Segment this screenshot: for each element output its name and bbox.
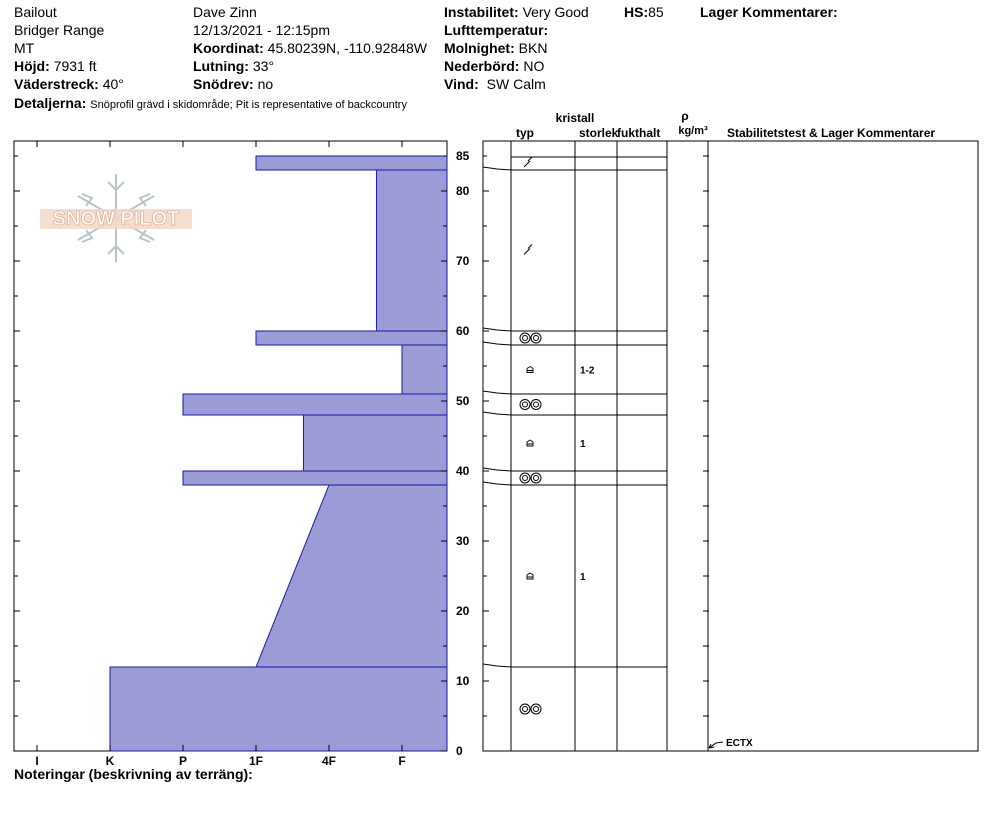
wind-value: SW Calm [486,76,546,92]
location-name: Bailout [14,4,57,20]
density-unit-header: kg/m³ [678,125,708,137]
faceted-crystal-icon [527,440,533,446]
melt-freeze-icon-inner [523,476,528,481]
layer-connector [483,482,511,485]
sky-value: BKN [518,40,548,56]
layer-connector [483,391,511,394]
height-tick-label: 0 [456,744,463,758]
logo-text: SNOW PILOT [52,208,180,230]
layer-table-columns [511,141,708,751]
hardness-profile [110,156,447,751]
height-tick-label: 30 [456,534,470,548]
precip-value: NO [523,58,545,74]
hardness-segment-7 [376,170,447,331]
size-header: storlek [579,126,619,140]
hs-value: 85 [648,4,664,20]
melt-freeze-icon [531,400,541,410]
melt-freeze-icon [520,400,530,410]
coordinate-value: 45.80239N, -110.92848W [267,40,427,56]
layer-connector [483,342,511,345]
hardness-segment-2 [183,471,447,485]
height-tick-label: 40 [456,464,470,478]
elevation-value: 7931 ft [53,58,97,74]
grain-size-label: 1 [580,439,586,450]
snowpilot-logo [40,174,192,262]
hardness-segment-6 [256,331,447,345]
faceted-crystal-icon [527,573,533,579]
grain-size-label: 1 [580,572,586,583]
hardness-tick-label: 4F [321,754,337,768]
hardness-segment-8 [256,156,447,170]
melt-freeze-icon-inner [523,336,528,341]
height-tick-label: 85 [456,149,470,163]
melt-freeze-icon-inner [534,476,539,481]
moisture-header: fukthalt [617,126,661,140]
elevation-label: Höjd: [14,58,50,74]
drift-label: Snödrev: [193,76,254,92]
instability-label: Instabilitet: [444,4,519,20]
hardness-tick-label: P [178,754,188,768]
hardness-segment-3 [303,415,447,471]
melt-freeze-icon-inner [523,707,528,712]
observation-datetime: 12/13/2021 - 12:15pm [193,22,330,38]
layer-connector [483,412,511,415]
grain-size-label: 1-2 [580,365,595,377]
stability-tests [709,738,753,749]
slope-label: Lutning: [193,58,249,74]
height-tick-label: 70 [456,254,470,268]
hardness-tick-label: 1F [248,754,264,768]
layer-table-frame [483,141,978,751]
details-label: Detaljerna: [14,95,87,111]
height-tick-label: 60 [456,324,470,338]
hardness-segment-1 [256,485,447,667]
melt-freeze-icon-inner [534,402,539,407]
melt-freeze-icon [531,704,541,714]
hs-label: HS: [624,4,649,20]
melt-freeze-icon-inner [534,336,539,341]
observer-name: Dave Zinn [193,4,257,20]
decomposing-particle-icon [524,245,532,255]
rho-header: ρ [681,109,689,123]
melt-freeze-icon [520,333,530,343]
airtemp-label: Lufttemperatur: [444,22,549,38]
state-name: MT [14,40,35,56]
melt-freeze-icon [531,473,541,483]
height-tick-label: 80 [456,184,470,198]
aspect-label: Väderstreck: [14,76,99,92]
instability-value: Very Good [522,4,589,20]
melt-freeze-icon [520,473,530,483]
wind-label: Vind: [444,76,479,92]
precip-label: Nederbörd: [444,58,520,74]
height-tick-label: 20 [456,604,470,618]
stability-test-label: ECTX [726,738,753,749]
slope-value: 33° [252,58,275,74]
hardness-segment-5 [402,345,447,394]
decomposing-particle-icon [524,157,532,167]
hardness-segment-4 [183,394,447,415]
aspect-value: 40° [102,76,124,92]
layer-connector [483,167,511,170]
notes-label: Noteringar (beskrivning av terräng): [14,766,253,782]
height-tick-label: 10 [456,674,470,688]
drift-value: no [257,76,274,92]
range-name: Bridger Range [14,22,105,38]
melt-freeze-icon [520,704,530,714]
layer-comments-heading: Lager Kommentarer: [700,4,838,20]
hardness-tick-label: I [35,754,39,768]
hardness-tick-label: F [398,754,406,768]
melt-freeze-icon [531,333,541,343]
height-tick-label: 50 [456,394,470,408]
faceted-crystal-icon [527,367,533,373]
hardness-segment-0 [110,667,447,751]
type-header: typ [516,126,534,140]
melt-freeze-icon-inner [534,707,539,712]
stability-header: Stabilitetstest & Lager Kommentarer [727,126,936,140]
melt-freeze-icon-inner [523,402,528,407]
layer-connector [483,664,511,667]
crystal-header: kristall [555,111,595,125]
coordinate-label: Koordinat: [193,40,264,56]
details-value: Snöprofil grävd i skidområde; Pit is representative of backcountry [90,99,407,111]
hardness-tick-label: K [105,754,115,768]
sky-label: Molnighet: [444,40,515,56]
